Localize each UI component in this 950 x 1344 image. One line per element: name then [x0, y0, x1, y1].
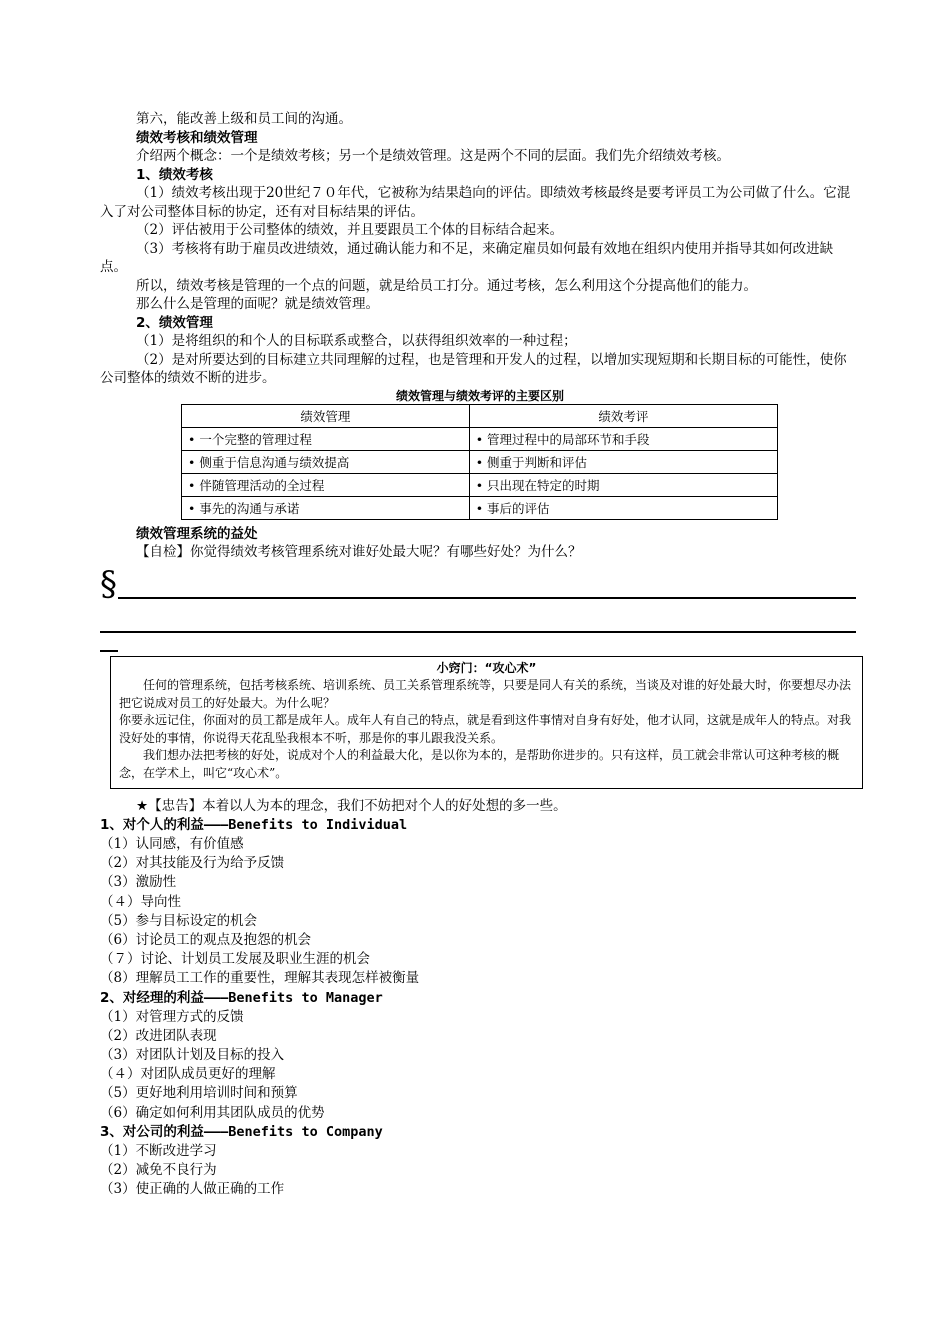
- section-1-paragraph: （2）评估被用于公司整体的绩效，并且要跟员工个体的目标结合起来。: [136, 222, 564, 238]
- table-row: [182, 427, 778, 450]
- table-cell: • 只出现在特定的时期: [469, 473, 777, 496]
- list-item: （5）参与目标设定的机会: [100, 912, 258, 929]
- section-2-title: 2、绩效管理: [136, 314, 213, 331]
- advice-line: ★【忠告】本着以人为本的理念，我们不妨把对个人的好处想的多一些。: [136, 798, 567, 814]
- benefit-list: [100, 1142, 860, 1200]
- table-caption: 绩效管理与绩效考评的主要区别: [395, 388, 564, 403]
- main-heading: 绩效考核和绩效管理: [136, 129, 258, 146]
- list-item: （2）改进团队表现: [100, 1027, 217, 1044]
- table-cell: • 管理过程中的局部环节和手段: [469, 427, 777, 450]
- answer-line: [100, 610, 860, 642]
- list-item: （1）不断改进学习: [100, 1142, 217, 1159]
- list-item: （5）更好地利用培训时间和预算: [100, 1085, 298, 1102]
- benefit-heading-en: ———Benefits to Manager: [203, 989, 383, 1006]
- list-item: （2）对其技能及行为给予反馈: [100, 855, 285, 872]
- tip-title: 小窍门：“攻心术”: [436, 660, 537, 675]
- table-row: [182, 473, 778, 496]
- self-check-question: 【自检】你觉得绩效考核管理系统对谁好处最大呢？有哪些好处？为什么？: [136, 543, 582, 560]
- list-item: （3）激励性: [100, 874, 177, 891]
- table-cell: • 伴随管理活动的全过程: [182, 473, 470, 496]
- table-cell: • 事后的评估: [469, 496, 777, 519]
- benefit-heading-en: ———Benefits to Company: [203, 1123, 383, 1140]
- list-item: （6）讨论员工的观点及抱怨的机会: [100, 932, 312, 949]
- section-1-paragraph: （1）绩效考核出现于20世纪７０年代，它被称为结果趋向的评估。即绩效考核最终是要考评员工为公司做了什么。它混入了对公司整体目标的协定，还有对目标结果的评估。: [100, 185, 851, 220]
- underline: [100, 631, 856, 633]
- answer-line: [100, 642, 860, 656]
- benefit-list: [100, 835, 860, 989]
- comparison-table: [181, 404, 778, 520]
- list-item: （6）确定如何利用其团队成员的优势: [100, 1104, 325, 1121]
- table-header-row: [182, 404, 778, 427]
- list-item: （４）导向性: [100, 893, 181, 910]
- list-item: （3）使正确的人做正确的工作: [100, 1181, 285, 1198]
- tip-paragraph: 任何的管理系统，包括考核系统、培训系统、员工关系管理系统等，只要是同人有关的系统，当谈及对谁的好处最大时，你要想尽办法把它说成对员工的好处最大。为什么呢？: [119, 678, 852, 710]
- intro-concepts: 介绍两个概念：一个是绩效考核；另一个是绩效管理。这是两个不同的层面。我们先介绍绩效考核。: [136, 148, 730, 164]
- answer-line: [100, 564, 860, 610]
- benefit-list: [100, 1008, 860, 1123]
- benefits-heading: 绩效管理系统的益处: [136, 525, 258, 542]
- tip-paragraph: 我们想办法把考核的好处，说成对个人的利益最大化，是以你为本的，是帮助你进步的。只有这样，员工就会非常认可这种考核的概念，在学术上，叫它“攻心术”。: [119, 748, 840, 780]
- benefit-heading: [100, 1123, 860, 1142]
- benefit-heading: [100, 989, 860, 1008]
- section-1-paragraph: 那么什么是管理的面呢？就是绩效管理。: [136, 296, 379, 312]
- list-item: （1）认同感，有价值感: [100, 836, 244, 852]
- table-header-cell: 绩效管理: [182, 404, 470, 427]
- section-2-paragraph: （1）是将组织的和个人的目标联系或整合，以获得组织效率的一种过程；: [136, 333, 577, 349]
- list-item: （3）对团队计划及目标的投入: [100, 1047, 285, 1064]
- list-item: （2）减免不良行为: [100, 1162, 217, 1179]
- list-item: （8）理解员工工作的重要性，理解其表现怎样被衡量: [100, 970, 420, 987]
- intro-line: 第六，能改善上级和员工间的沟通。: [136, 111, 352, 127]
- section-1-paragraph: 所以，绩效考核是管理的一个点的问题，就是给员工打分。通过考核，怎么利用这个分提高他们的能力。: [136, 277, 757, 294]
- table-row: [182, 450, 778, 473]
- table-header-cell: 绩效考评: [469, 404, 777, 427]
- benefit-heading-cn: 2、对经理的利益: [100, 989, 204, 1006]
- list-item: （1）对管理方式的反馈: [100, 1008, 244, 1025]
- section-2-paragraph: （2）是对所要达到的目标建立共同理解的过程，也是管理和开发人的过程，以增加实现短期和长期目标的可能性，使你公司整体的绩效不断的进步。: [100, 351, 847, 386]
- benefit-heading-cn: 3、对公司的利益: [100, 1123, 204, 1140]
- table-cell: • 一个完整的管理过程: [182, 427, 470, 450]
- table-cell: • 侧重于判断和评估: [469, 450, 777, 473]
- tip-box: [110, 656, 863, 790]
- list-item: （４）对团队成员更好的理解: [100, 1066, 276, 1083]
- tip-paragraph: 你要永远记住，你面对的员工都是成年人。成年人有自己的特点，就是看到这件事情对自身有好处，他才认同，这就是成年人的特点。对我没好处的事情，你说得天花乱坠我根本不听，那是你的事儿跟我没关系。: [119, 713, 852, 745]
- benefit-heading: [100, 816, 860, 835]
- underline: [118, 597, 856, 599]
- table-cell: • 侧重于信息沟通与绩效提高: [182, 450, 470, 473]
- document-page: [100, 110, 860, 1199]
- table-cell: • 事先的沟通与承诺: [182, 496, 470, 519]
- section-1-paragraph: （3）考核将有助于雇员改进绩效，通过确认能力和不足，来确定雇员如何最有效地在组织内使用并指导其如何改进缺点。: [100, 240, 834, 275]
- section-mark: §: [100, 563, 117, 604]
- underline: [100, 650, 118, 652]
- section-1-title: 1、绩效考核: [136, 166, 213, 183]
- table-row: [182, 496, 778, 519]
- list-item: （７）讨论、计划员工发展及职业生涯的机会: [100, 951, 370, 968]
- benefit-heading-en: ———Benefits to Individual: [203, 817, 408, 833]
- benefit-heading-cn: 1、对个人的利益: [100, 817, 204, 833]
